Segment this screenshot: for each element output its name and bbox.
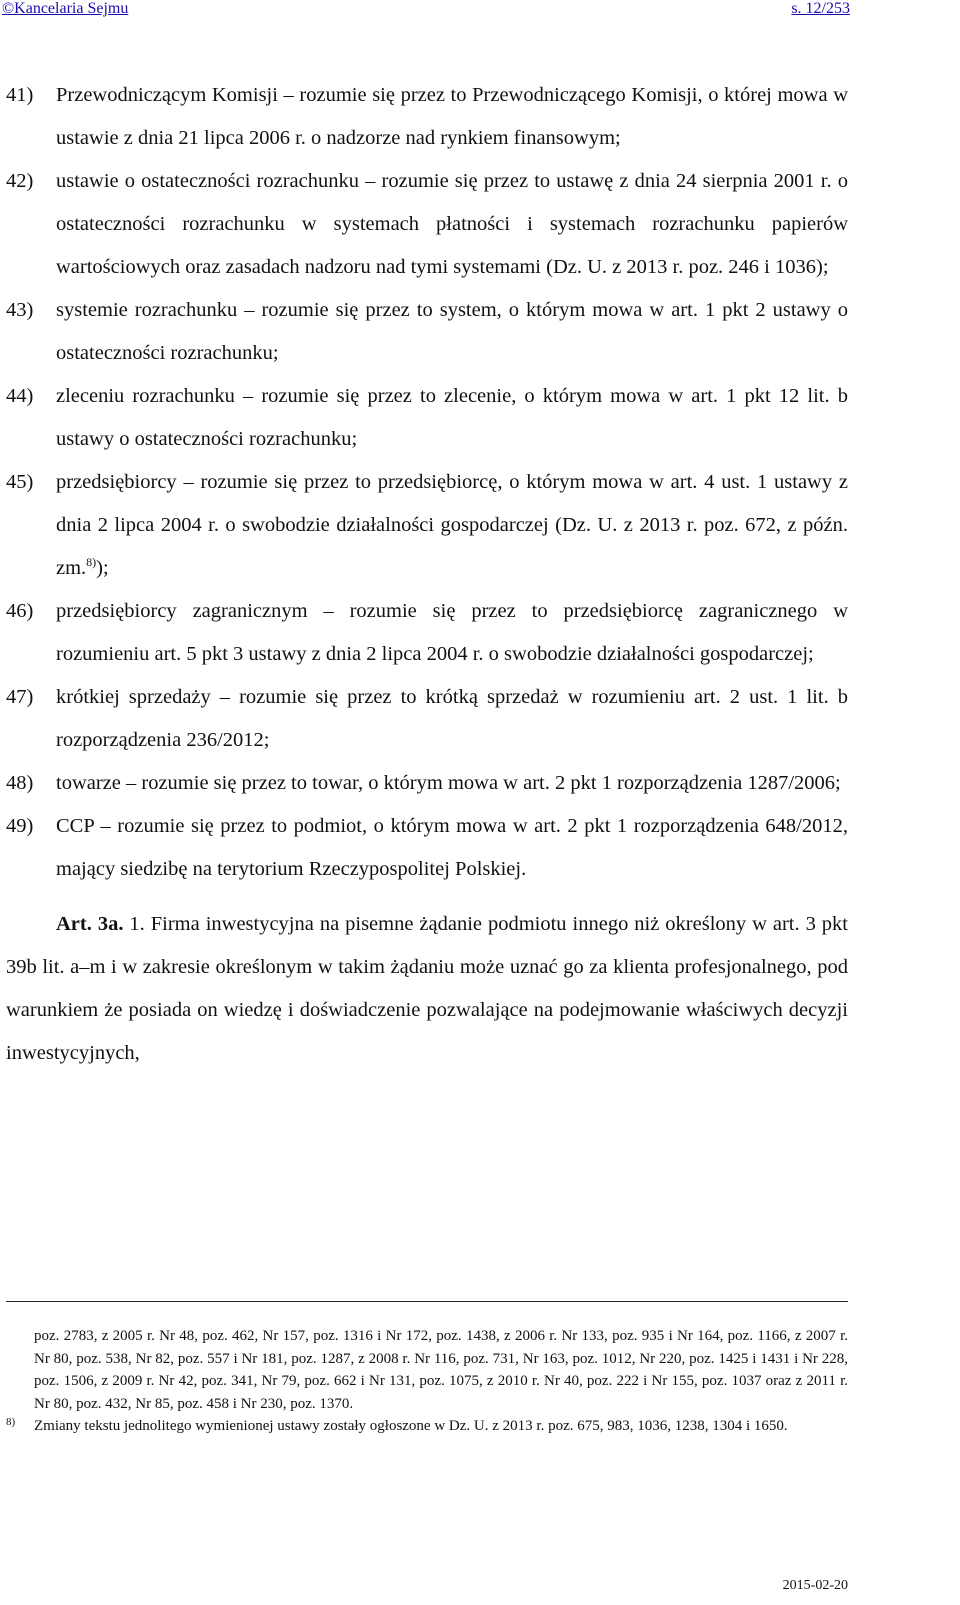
- item-number: 47): [6, 686, 34, 708]
- article-heading: Art. 3a.: [56, 913, 124, 935]
- definition-48: [6, 762, 848, 805]
- definition-41: [6, 74, 848, 160]
- item-number: 48): [6, 772, 34, 794]
- item-text-tail: );: [96, 557, 109, 579]
- page-header: [0, 0, 960, 22]
- document-body: [6, 74, 848, 1075]
- article-text: 1. Firma inwestycyjna na pisemne żądanie podmiotu innego niż określony w art. 3 pkt 39b lit. a–m i w zakresie określonym w takim żądaniu może uznać go za klienta profesjonalnego, pod warunkiem że posiada on wiedzę i doświadczenie pozwalające na podejmowanie właściwych decyzji inwestycyjnych,: [6, 913, 848, 1064]
- definition-47: [6, 676, 848, 762]
- item-text: towarze – rozumie się przez to towar, o którym mowa w art. 2 pkt 1 rozporządzenia 1287/2006;: [56, 772, 841, 794]
- item-number: 43): [6, 299, 34, 321]
- item-number: 49): [6, 815, 34, 837]
- item-text: krótkiej sprzedaży – rozumie się przez to krótką sprzedaż w rozumieniu art. 2 ust. 1 lit. b rozporządzenia 236/2012;: [56, 686, 848, 751]
- item-number: 46): [6, 600, 34, 622]
- footnotes: [6, 1325, 848, 1438]
- item-text: Przewodniczącym Komisji – rozumie się przez to Przewodniczącego Komisji, o której mowa w ustawie z dnia 21 lipca 2006 r. o nadzorze nad rynkiem finansowym;: [56, 84, 848, 149]
- source-link[interactable]: ©Kancelaria Sejmu: [2, 0, 129, 17]
- definition-49: [6, 805, 848, 891]
- definition-43: [6, 289, 848, 375]
- definition-44: [6, 375, 848, 461]
- item-text: ustawie o ostateczności rozrachunku – rozumie się przez to ustawę z dnia 24 sierpnia 2001 r. o ostateczności rozrachunku w systemach płatności i systemach rozrachunku papierów wartościowych oraz zasadach nadzoru nad tymi systemami (Dz. U. z 2013 r. poz. 246 i 1036);: [56, 170, 848, 278]
- item-number: 45): [6, 471, 34, 493]
- footnote-continuation: poz. 2783, z 2005 r. Nr 48, poz. 462, Nr 157, poz. 1316 i Nr 172, poz. 1438, z 2006 r. Nr 133, poz. 935 i Nr 164, poz. 1166, z 2007 r. Nr 80, poz. 538, Nr 82, poz. 557 i Nr 181, poz. 1287, z 2008 r. Nr 116, poz. 731, Nr 163, poz. 1012, Nr 220, poz. 1425 i 1431 i Nr 228, poz. 1506, z 2009 r. Nr 42, poz. 341, Nr 79, poz. 662 i Nr 131, poz. 1075, z 2010 r. Nr 40, poz. 222 i Nr 155, poz. 1037 oraz z 2011 r. Nr 80, poz. 432, Nr 85, poz. 458 i Nr 230, poz. 1370.: [34, 1328, 848, 1412]
- page-number-link[interactable]: s. 12/253: [791, 0, 850, 17]
- item-number: 44): [6, 385, 34, 407]
- item-text: przedsiębiorcy zagranicznym – rozumie się przez to przedsiębiorcę zagranicznego w rozumieniu art. 5 pkt 3 ustawy z dnia 2 lipca 2004 r. o swobodzie działalności gospodarczej;: [56, 600, 848, 665]
- definition-42: [6, 160, 848, 289]
- footnote-8: [6, 1415, 848, 1438]
- definition-46: [6, 590, 848, 676]
- footnote-mark: 8): [6, 1416, 16, 1428]
- footnote-text: Zmiany tekstu jednolitego wymienionej ustawy zostały ogłoszone w Dz. U. z 2013 r. poz. 675, 983, 1036, 1238, 1304 i 1650.: [34, 1418, 788, 1434]
- item-text: systemie rozrachunku – rozumie się przez to system, o którym mowa w art. 1 pkt 2 ustawy o ostateczności rozrachunku;: [56, 299, 848, 364]
- definition-45: [6, 461, 848, 590]
- footnote-ref-8[interactable]: 8): [86, 555, 97, 570]
- footnote-separator: [6, 1301, 848, 1302]
- item-number: 41): [6, 84, 34, 106]
- footer-date: 2015-02-20: [782, 1578, 848, 1593]
- item-text: CCP – rozumie się przez to podmiot, o którym mowa w art. 2 pkt 1 rozporządzenia 648/2012, mający siedzibę na terytorium Rzeczypospolitej Polskiej.: [56, 815, 848, 880]
- item-number: 42): [6, 170, 34, 192]
- item-text: zleceniu rozrachunku – rozumie się przez to zlecenie, o którym mowa w art. 1 pkt 12 lit. b ustawy o ostateczności rozrachunku;: [56, 385, 848, 450]
- item-text: przedsiębiorcy – rozumie się przez to przedsiębiorcę, o którym mowa w art. 4 ust. 1 ustawy z dnia 2 lipca 2004 r. o swobodzie działalności gospodarczej (Dz. U. z 2013 r. poz. 672, z późn. zm.: [56, 471, 848, 579]
- article-3a: [6, 903, 848, 1075]
